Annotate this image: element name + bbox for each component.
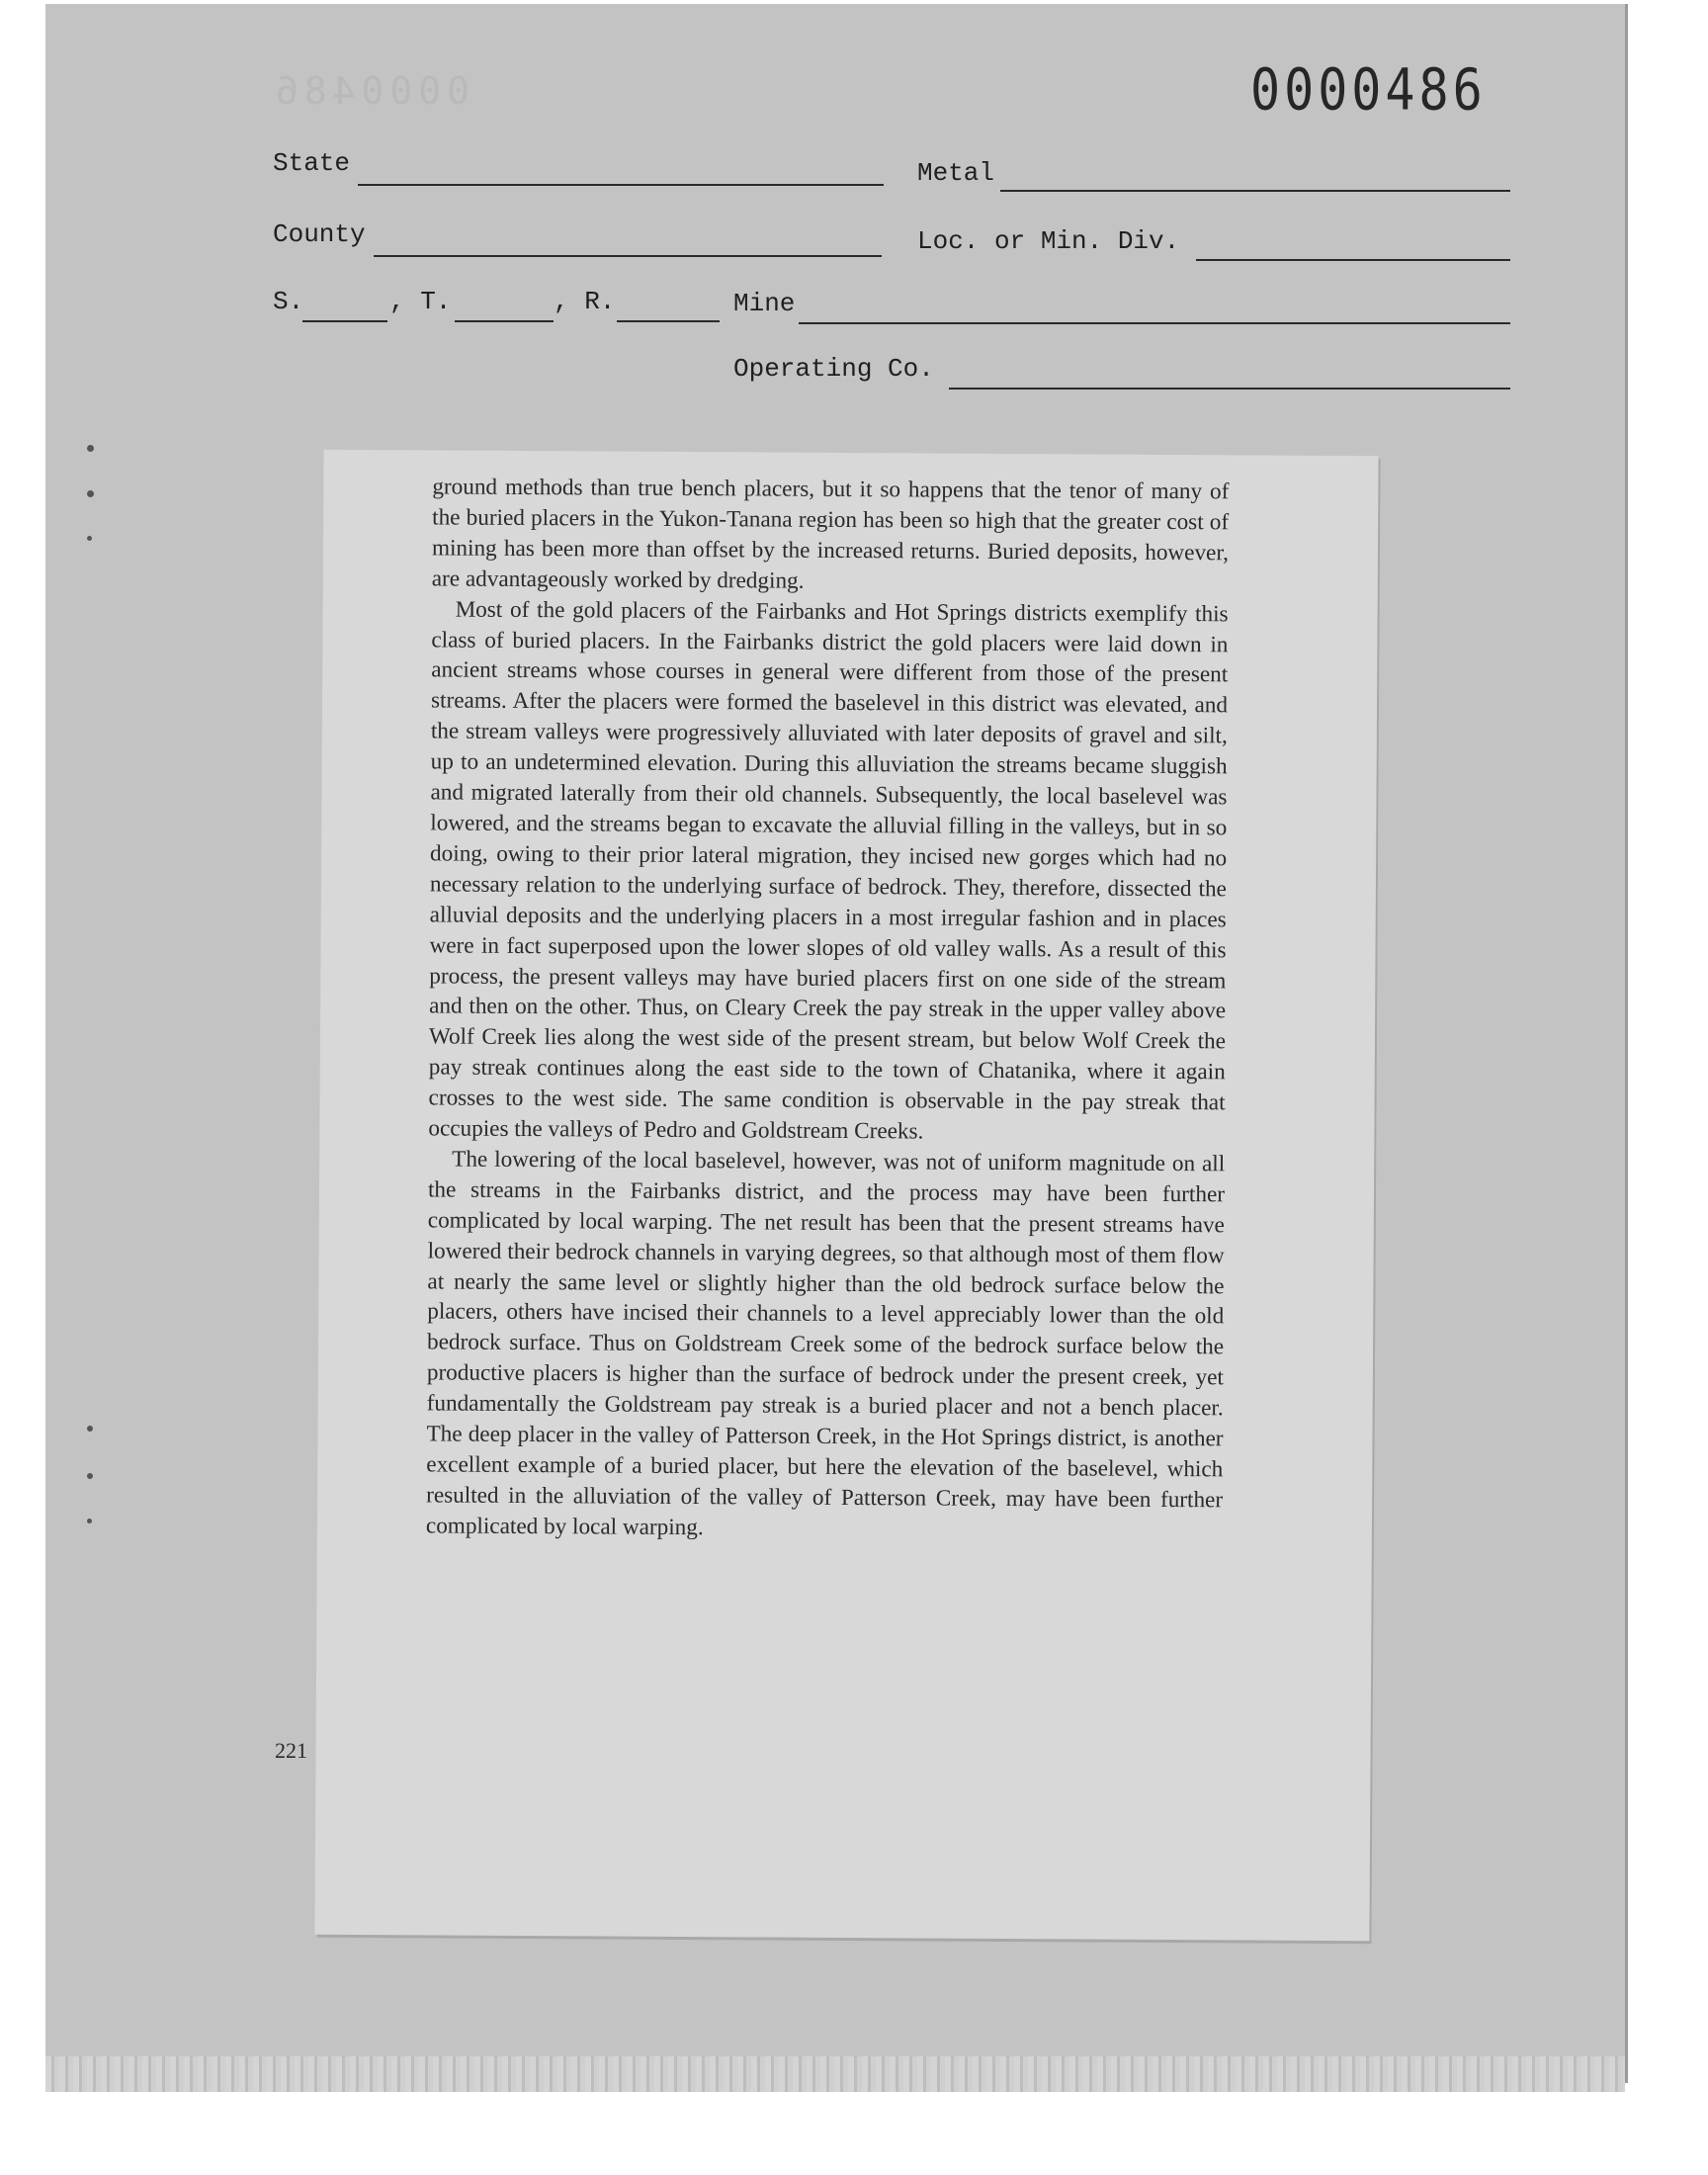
township-field-line[interactable] <box>455 320 554 322</box>
county-label: County <box>273 219 366 249</box>
margin-mark <box>87 1473 93 1479</box>
range-label: , R. <box>554 287 616 316</box>
margin-mark <box>87 1519 92 1523</box>
bottom-scan-strip <box>45 2056 1625 2092</box>
section-field-line[interactable] <box>302 320 387 322</box>
township-label: , T. <box>389 287 452 316</box>
margin-mark <box>87 536 92 541</box>
operating-co-label: Operating Co. <box>733 354 934 384</box>
metal-label: Metal <box>917 158 995 188</box>
clipping-text <box>426 472 1230 1546</box>
mine-field-line[interactable] <box>799 322 1510 324</box>
range-field-line[interactable] <box>617 320 720 322</box>
mine-label: Mine <box>733 289 796 318</box>
document-number-stamp: 0000486 <box>1250 56 1487 124</box>
loc-label: Loc. or Min. Div. <box>917 226 1180 256</box>
margin-mark <box>87 1426 93 1432</box>
county-field-line[interactable] <box>374 255 882 257</box>
state-label: State <box>273 148 351 178</box>
clipping <box>314 450 1378 1941</box>
paragraph-1: ground methods than true bench placers, but it so happens that the tenor of many of the buried placers in the Yukon-Tanana region has been so high that the greater cost of mining has been more than offset by the increased returns. Buried deposits, however, are advantageously worked by dredging. <box>431 474 1230 594</box>
loc-field-line[interactable] <box>1196 259 1510 261</box>
paragraph-3: The lowering of the local baselevel, however, was not of uniform magnitude on all the streams in the Fairbanks district, and the process may have been further complicated by local warping. The net result has been that the present streams have lowered their bedrock channels in varying degrees, so that although most of them flow at nearly the same level or slightly higher than the old bedrock surface below the placers, others have incised their channels to a level appreciably lower than the old bedrock surface. Thus on Goldstream Creek some of the bedrock surface below the productive placers is higher than the surface of bedrock under the present creek, yet fundamentally the Goldstream pay streak is a buried placer and not a bench placer. The deep placer in the valley of Patterson Creek, in the Hot Springs district, is another excellent example of a buried placer, but here the elevation of the baselevel, which resulted in the alluviation of the valley of Patterson Creek, may have been further complicated by local warping. <box>425 1146 1226 1540</box>
section-label: S. <box>273 287 304 316</box>
page-number: 221 <box>275 1738 307 1763</box>
bleed-through-number: 0000486 <box>269 69 470 113</box>
paragraph-2: Most of the gold placers of the Fairbanks and Hot Springs districts exemplify this class of buried placers. In the Fairbanks district the gold placers were laid down in ancient streams whose courses in general were different from those of the present streams. After the placers were formed the baselevel in this district was elevated, and the stream valleys were progressively alluviated with later deposits of gravel and silt, up to an undetermined elevation. During this alluviation the streams became sluggish and migrated laterally from their old channels. Subsequently, the local baselevel was lowered, and the streams began to excavate the alluvial filling in the valleys, but in so doing, owing to their prior lateral migration, they incised new gorges which had no necessary relation to the underlying surface of bedrock. They, therefore, dissected the alluvial deposits and the underlying placers in a most irregular fashion and in places were in fact superposed upon the lower slopes of old valley walls. As a result of this process, the present valleys may have buried placers first on one side of the stream and then on the other. Thus, on Cleary Creek the pay streak in the upper valley above Wolf Creek lies along the west side of the present stream, but below Wolf Creek the pay streak continues along the east side to the town of Chatanika, where it again crosses to the west side. The same condition is observable in the pay streak that occupies the valleys of Pedro and Goldstream Creeks. <box>428 596 1229 1145</box>
state-field-line[interactable] <box>358 184 884 186</box>
metal-field-line[interactable] <box>1000 190 1510 192</box>
operating-co-field-line[interactable] <box>949 388 1510 390</box>
header-form <box>0 0 1708 415</box>
margin-mark <box>87 490 94 497</box>
margin-mark <box>87 445 94 452</box>
